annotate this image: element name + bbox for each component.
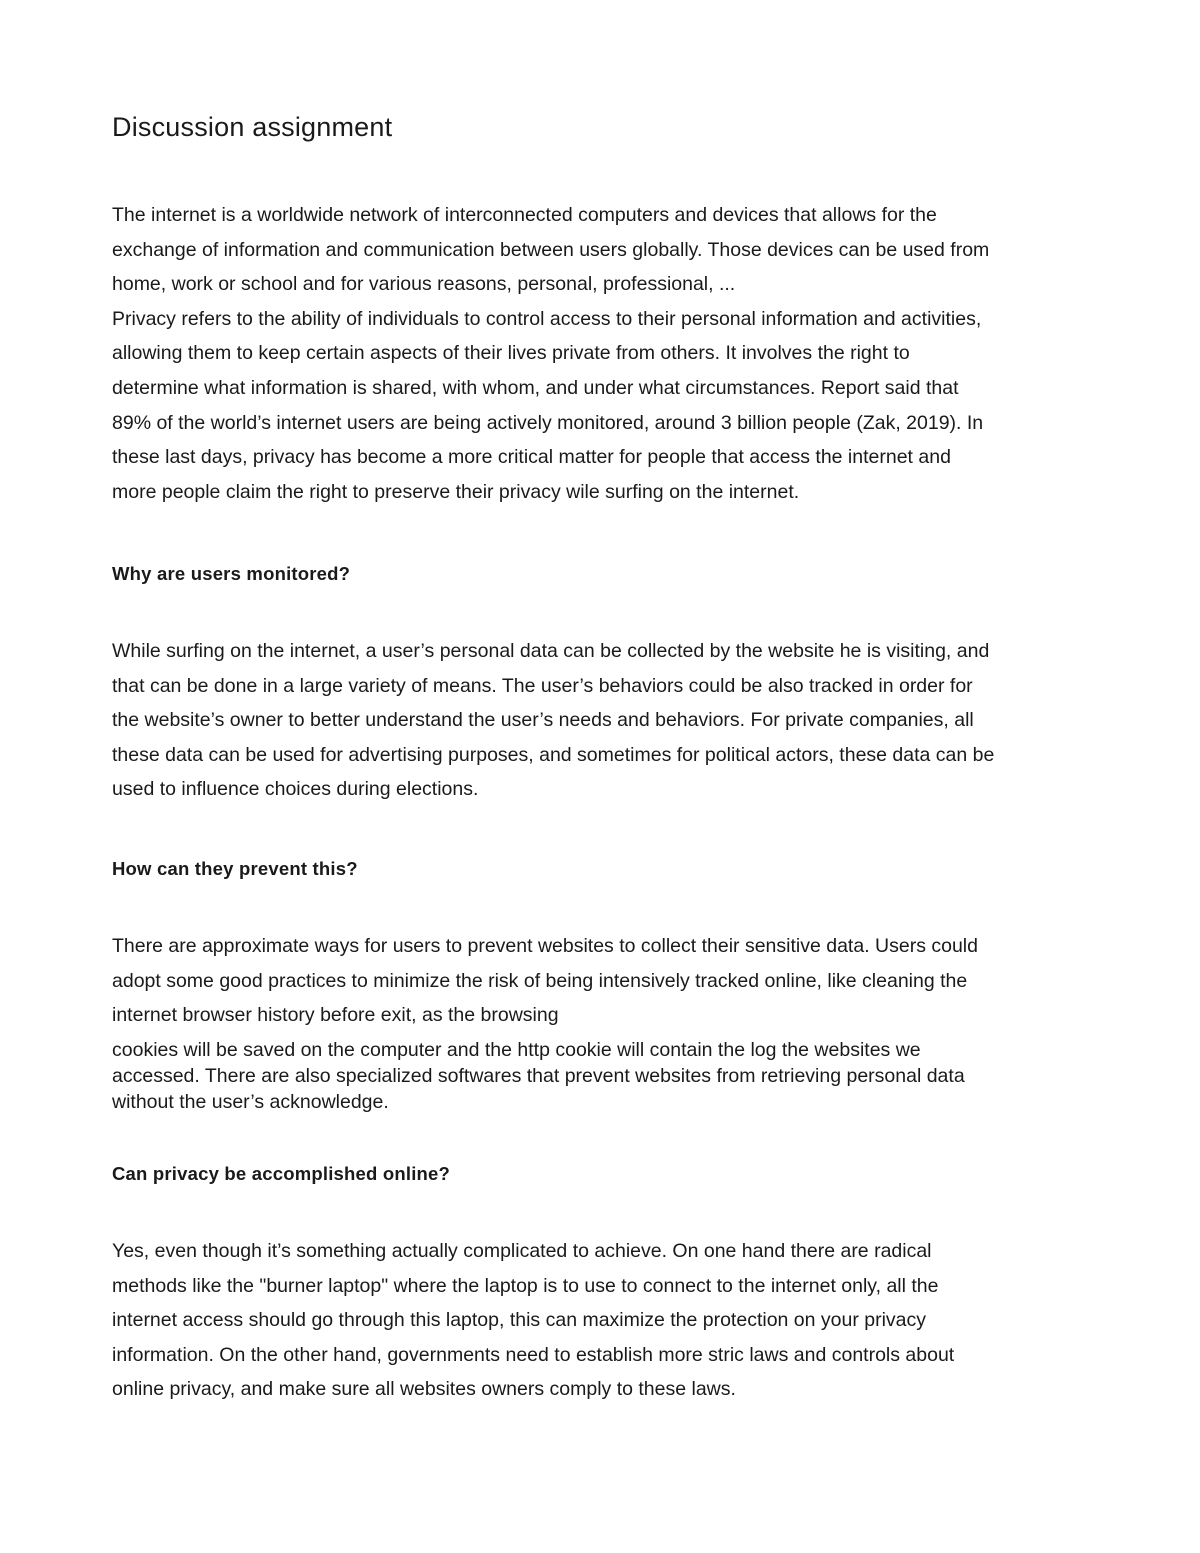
intro-line: exchange of information and communication between users globally. Those devices can be used from <box>112 238 990 261</box>
section-heading-accomplished: Can privacy be accomplished online? <box>112 1163 451 1184</box>
prevent-line: There are approximate ways for users to prevent websites to collect their sensitive data. Users could <box>112 935 978 957</box>
section-heading-monitored: Why are users monitored? <box>112 563 351 584</box>
accomplished-line: methods like the "burner laptop" where the laptop is to use to connect to the internet only, all the <box>112 1274 939 1297</box>
section-heading-prevent: How can they prevent this? <box>112 858 358 879</box>
prevent-paragraph-continued <box>112 1037 1102 1115</box>
monitored-line: these data can be used for advertising purposes, and sometimes for political actors, these data can be <box>112 743 995 766</box>
accomplished-line: internet access should go through this laptop, this can maximize the protection on your privacy <box>112 1309 927 1332</box>
accomplished-line: online privacy, and make sure all websites owners comply to these laws. <box>112 1378 736 1401</box>
monitored-line: that can be done in a large variety of means. The user’s behaviors could be also tracked in order for <box>112 674 973 697</box>
intro-line: more people claim the right to preserve their privacy wile surfing on the internet. <box>112 480 800 503</box>
prevent-line-tight: without the user’s acknowledge. <box>112 1091 389 1113</box>
monitored-line: While surfing on the internet, a user’s personal data can be collected by the website he is visiting, and <box>112 640 990 662</box>
prevent-line: adopt some good practices to minimize the risk of being intensively tracked online, like cleaning the <box>112 969 968 992</box>
document-title: Discussion assignment <box>112 112 393 142</box>
intro-line: The internet is a worldwide network of interconnected computers and devices that allows for the <box>112 204 937 226</box>
monitored-paragraph <box>112 634 1102 807</box>
accomplished-paragraph <box>112 1234 1102 1407</box>
accomplished-line: Yes, even though it’s something actually complicated to achieve. On one hand there are radical <box>112 1240 932 1262</box>
accomplished-line: information. On the other hand, governments need to establish more stric laws and controls about <box>112 1343 955 1366</box>
prevent-line-tight: cookies will be saved on the computer and the http cookie will contain the log the websites we <box>112 1039 921 1061</box>
intro-line: allowing them to keep certain aspects of their lives private from others. It involves the right to <box>112 342 910 365</box>
prevent-paragraph <box>112 929 1102 1033</box>
monitored-line: the website’s owner to better understand the user’s needs and behaviors. For private companies, all <box>112 709 974 732</box>
intro-line: these last days, privacy has become a more critical matter for people that access the internet and <box>112 446 951 469</box>
monitored-line: used to influence choices during elections. <box>112 778 479 801</box>
intro-line: Privacy refers to the ability of individuals to control access to their personal information and activities, <box>112 307 982 330</box>
prevent-line-tight: accessed. There are also specialized softwares that prevent websites from retrieving personal data <box>112 1065 965 1087</box>
intro-line: determine what information is shared, with whom, and under what circumstances. Report said that <box>112 376 959 399</box>
intro-line: 89% of the world’s internet users are being actively monitored, around 3 billion people (Zak, 2019). In <box>112 411 984 434</box>
prevent-line: internet browser history before exit, as the browsing <box>112 1004 559 1027</box>
intro-line: home, work or school and for various reasons, personal, professional, ... <box>112 273 736 296</box>
intro-paragraph <box>112 198 1102 509</box>
